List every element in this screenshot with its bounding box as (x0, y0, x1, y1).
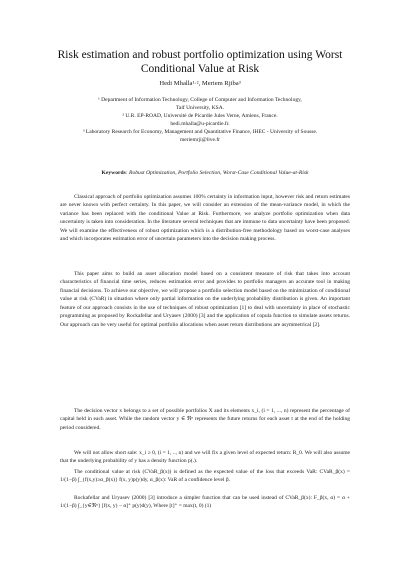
body-paragraph: Classical approach of portfolio optimization assumes 100% certainty in information input, however risk and return estimates are never known with perfect certainty. In this paper, we will consider an extension of the mean-variance model, in which the variance has been replaced with the conditional Value at Risk. Furthermore, we analyze portfolio optimization when data uncertainty is taken into consideration. In the literature several techniques that are immune to data uncertainty have been proposed. We will examine the effectiveness of robust optimization which is a distribution-free methodology based on worst-case analyses and which incorporates estimation error of uncertain parameters into the decision making process. (60, 194, 350, 243)
body-paragraph: The decision vector x belongs to a set of possible portfolios X and its elements x_i, (i = 1, ..., n) represent the percentage of capital held in each asset. While the random vector y ∈ ℜⁿ represents the future returns for each asset t at the end of the holding period considered. (60, 408, 350, 431)
body-paragraph: The conditional value at risk (CVaR_β(x)) is defined as the expected value of the loss that exceeds VaR: CVaR_β(x) = 1/(1−β) ∫_{f(x,y)≥α_β(x)} f(x, y)p(y)dy, α_β(x): VaR of a confidence level β. (60, 469, 350, 484)
affiliation-email: hedi.mhalla@u-picardie.fr. (170, 120, 230, 127)
affiliation-line: Taif University, KSA. (175, 104, 225, 111)
affiliation-line: ¹ Department of Information Technology, College of Computer and Information Technology, (98, 97, 302, 103)
body-paragraph: This paper aims to build an asset allocation model based on a consistent measure of risk that takes into account characteristics of financial time series, reduces estimation error and provides to portfolio managers an accurate tool in making financial decisions. To achieve our objective, we will propose a portfolio selection model based on the minimization of conditional value at risk (CVaR) in situation where only partial information on the underlying probability distribution is given. An important feature of our approach consists in the use of techniques of robust optimization [1] to deal with uncertainty in place of stochastic programming as proposed by Rockafellar and Uryasev (2000) [3] and the application of copula function to simulate assets returns. Our approach can be very useful for optimal portfolio allocations when asset return distributions are asymmetrical [2]. (60, 271, 350, 328)
affiliations (44, 97, 356, 144)
author-list: Hedi Mhalla¹·², Meriem Rjiba³ (159, 80, 241, 87)
affiliation-line: ² U.R. EP-ROAD, Université de Picardie Jules Verne, Amiens, France. (122, 112, 278, 119)
affiliation-line: ³ Laboratory Research for Economy, Management and Quantitative Finance, IHEC - University of Sousse. (82, 128, 318, 135)
body-paragraph: We will not allow short sale: x_i ≥ 0, (i = 1, .., n) and we will fix a given level of expected return: R_0. We will also assume that the underlying probability of y has a density function p(.). (60, 450, 350, 465)
body-paragraph: Rockafellar and Uryasev (2000) [3] introduce a simpler function that can be used instead of CVaR_β(x): F_β(x, α) = α + 1/(1−β) ∫_{y∈ℜⁿ} [f(x, y) − α]⁺ p(y)d(y), Where [t]⁺ = max(t, 0) (1) (60, 495, 350, 510)
keywords-label: Keywords (101, 170, 126, 176)
affiliation-email: meriemrji@live.fr (179, 136, 221, 143)
keywords (60, 170, 350, 176)
keywords-text: : Robust Optimization, Portfolio Selection, Worst-Case Conditional Value-at-Risk (125, 170, 309, 176)
paper-title: Risk estimation and robust portfolio optimization using Worst Conditional Value at Risk (57, 49, 343, 75)
